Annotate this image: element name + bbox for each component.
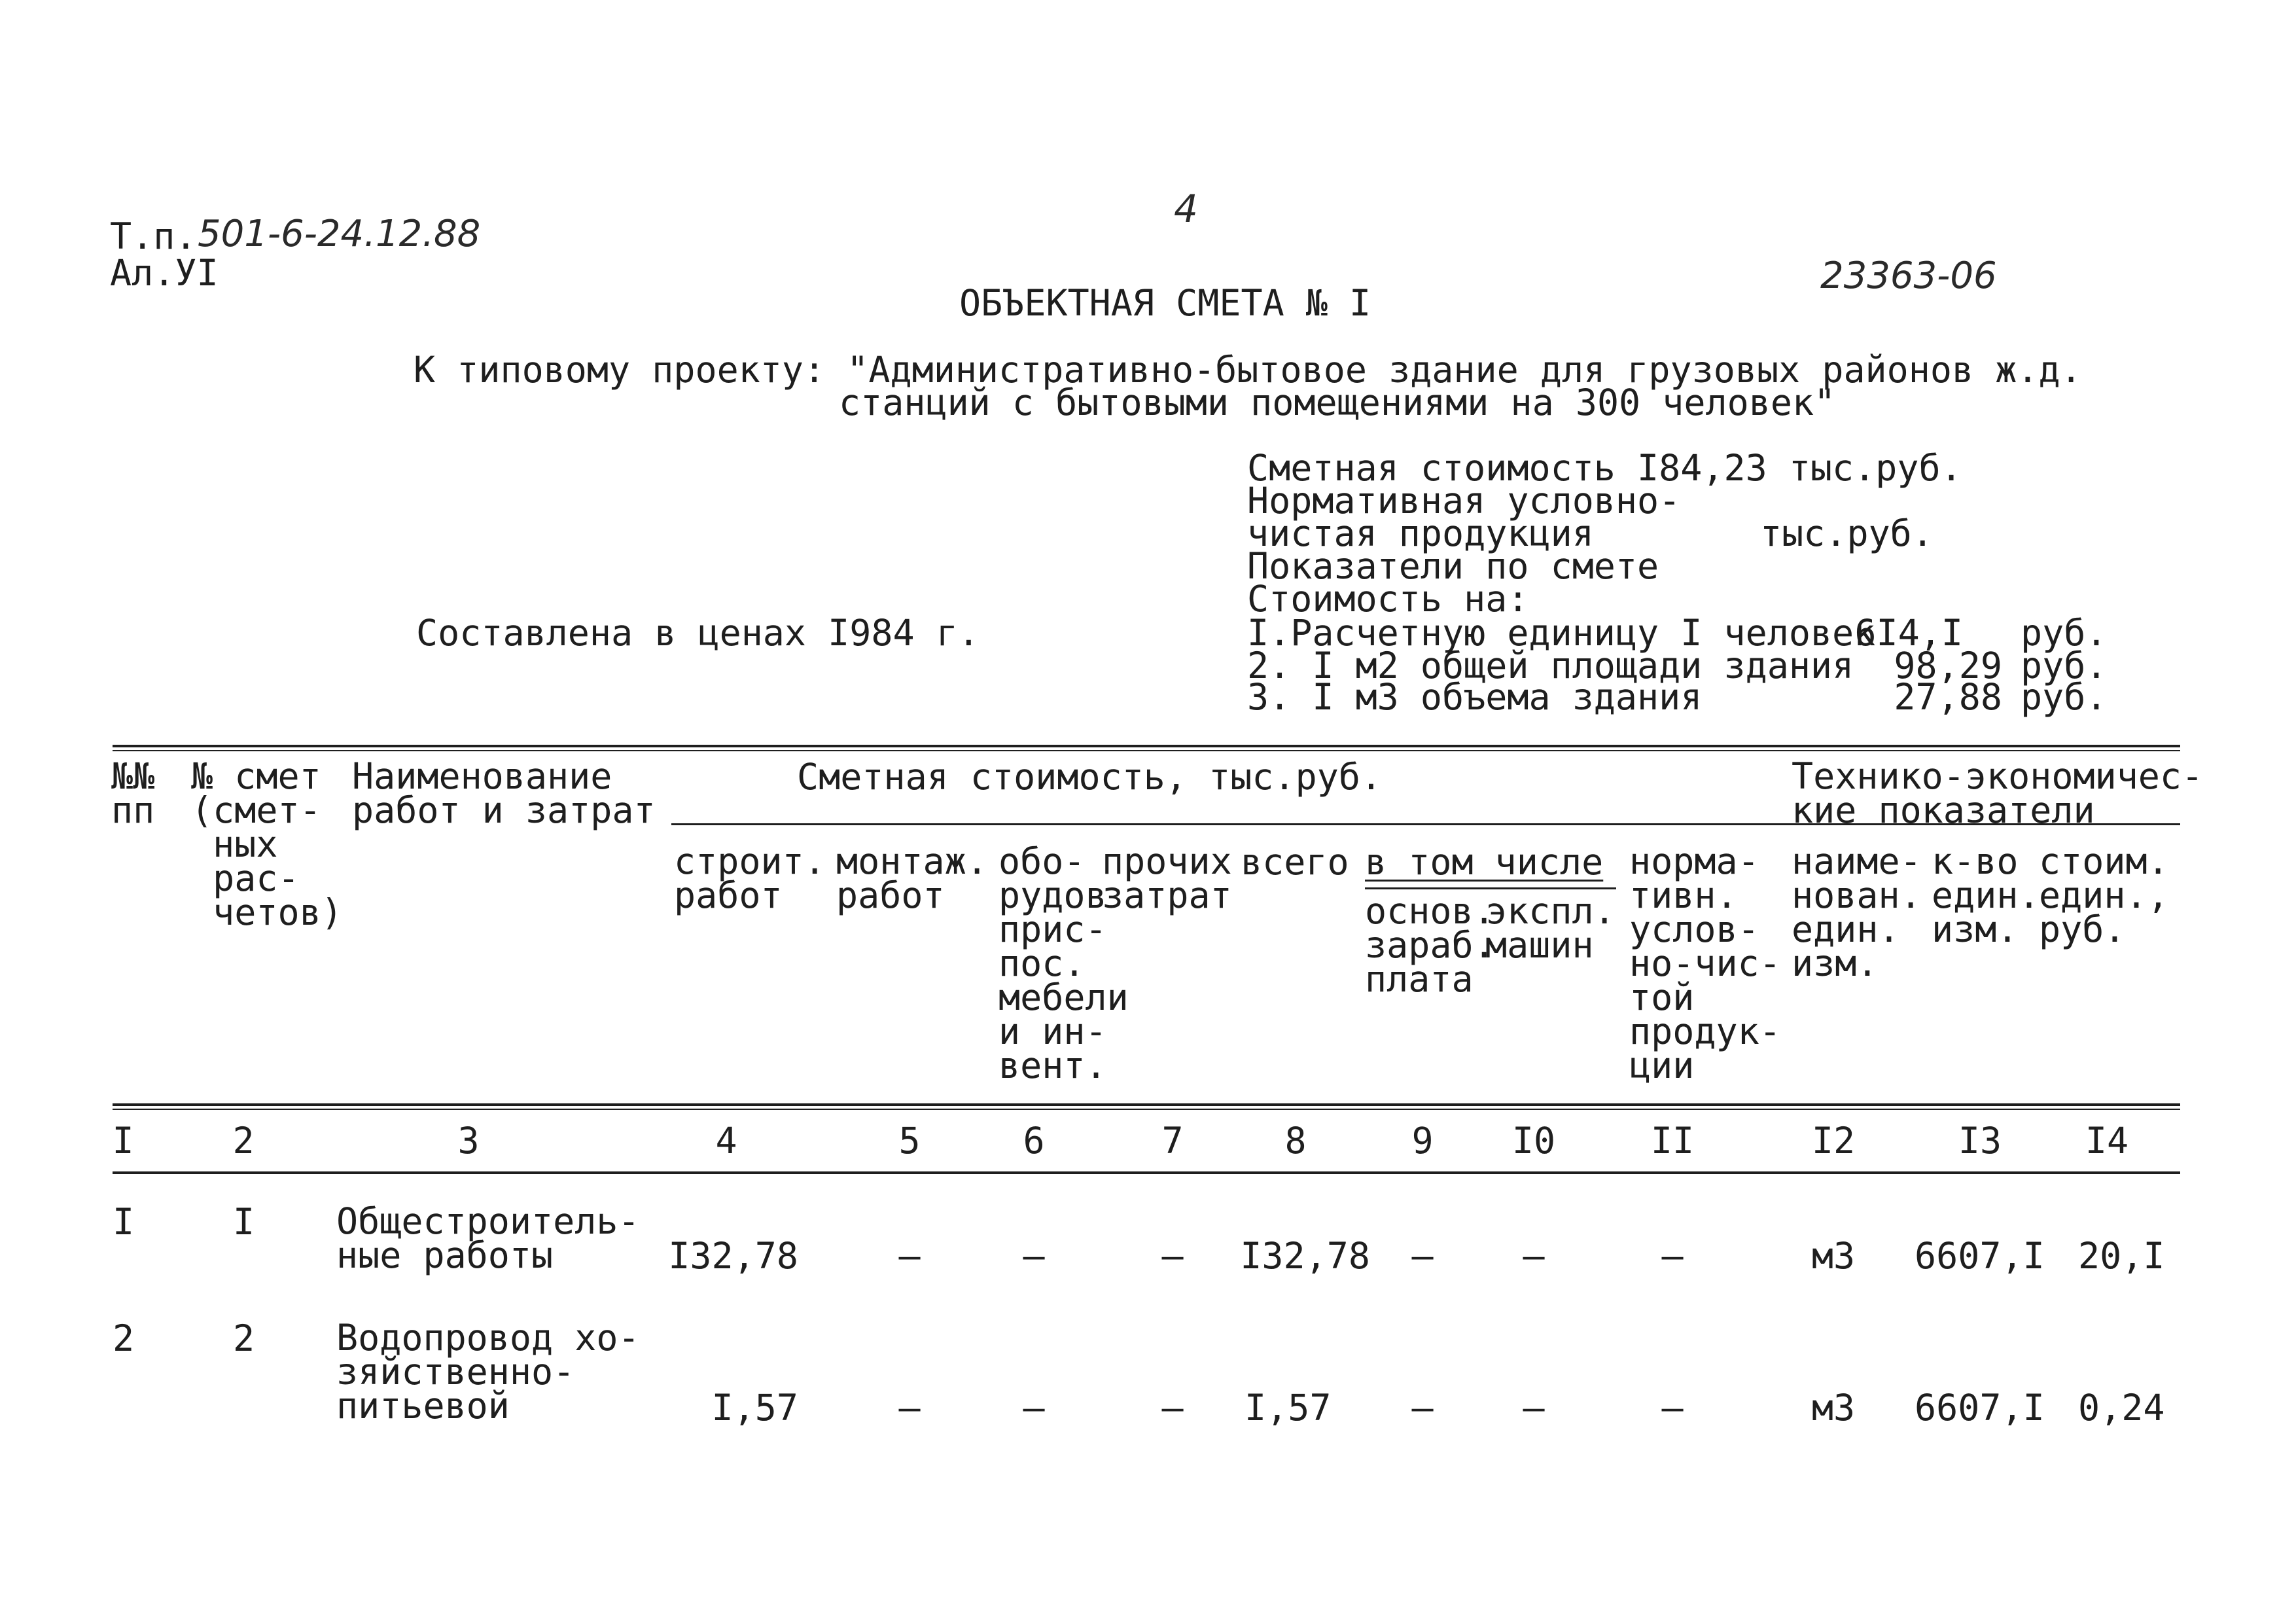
base-wages: – — [1411, 1387, 1434, 1429]
header-tech-indicators-group: Технико-экономичес- кие показатели — [1792, 755, 2204, 831]
construction-cost: I32,78 — [668, 1235, 798, 1277]
equipment-cost: – — [1023, 1235, 1045, 1277]
column-number: 4 — [715, 1120, 737, 1162]
header-unit-name: наиме- нован. един. изм. — [1792, 840, 1922, 984]
column-number: 3 — [457, 1120, 480, 1162]
header-machine-operation: экспл. машин — [1485, 890, 1616, 966]
project-line-1: К типовому проекту: "Административно-бытовое здание для грузовых районов ж.д. — [414, 349, 2082, 391]
header-including: в том числе — [1365, 841, 1604, 883]
column-numbers-rule — [113, 1171, 2180, 1174]
document-code: 23363-06 — [1820, 255, 1997, 297]
header-row-number: №№ пп — [111, 755, 155, 831]
column-number: I2 — [1811, 1120, 1856, 1162]
base-wages: – — [1411, 1235, 1434, 1277]
table-top-rule — [113, 745, 2180, 747]
installation-cost: – — [898, 1235, 921, 1277]
column-number: I4 — [2085, 1120, 2129, 1162]
prices-year: Составлена в ценах I984 г. — [416, 612, 980, 654]
page-number: 4 — [1174, 187, 1198, 231]
header-bottom-rule — [113, 1103, 2180, 1106]
work-name: Общестроитель- ные работы — [336, 1200, 640, 1276]
unit-name: м3 — [1811, 1387, 1856, 1429]
header-normative-output: норма- тивн. услов- но-чис- той продук- ции — [1629, 840, 1781, 1086]
other-cost: – — [1161, 1235, 1184, 1277]
indicator-unit: руб. — [2021, 676, 2108, 718]
header-construction-works: строит. работ — [674, 840, 826, 916]
total-cost: I,57 — [1245, 1387, 1332, 1429]
column-number: 5 — [898, 1120, 921, 1162]
column-number: 9 — [1411, 1120, 1434, 1162]
header-other-costs: прочих затрат — [1102, 840, 1232, 916]
standard-project-number: 501-6-24.12.88 — [198, 213, 481, 255]
normative-output: – — [1661, 1387, 1684, 1429]
column-number: 6 — [1023, 1120, 1045, 1162]
installation-cost: – — [898, 1387, 921, 1429]
construction-cost: I,57 — [711, 1387, 798, 1429]
indicator-unit: руб. — [2021, 612, 2108, 654]
unit-cost: 0,24 — [2078, 1387, 2165, 1429]
header-bottom-rule-thin — [113, 1109, 2180, 1110]
column-number: I — [112, 1120, 134, 1162]
normative-output-unit: тыс.руб. — [1760, 512, 1934, 554]
unit-quantity: 6607,I — [1915, 1235, 2045, 1277]
header-unit-cost: стоим. един., руб. — [2039, 840, 2169, 950]
table-top-rule-thin — [113, 750, 2180, 751]
indicator-value: 6I4,I — [1854, 612, 1963, 654]
cost-on-heading: Стоимость на: — [1247, 578, 1529, 620]
estimate-number: I — [233, 1201, 255, 1243]
indicators-heading: Показатели по смете — [1247, 545, 1659, 587]
work-name: Водопровод хо- зяйственно- питьевой — [336, 1317, 640, 1427]
normative-output: – — [1661, 1235, 1684, 1277]
header-estimate-number: № смет (смет- ных рас- четов) — [191, 755, 343, 933]
project-line-2: станций с бытовыми помещениями на 300 человек" — [839, 382, 1836, 423]
total-cost: I32,78 — [1240, 1235, 1370, 1277]
estimated-cost: Сметная стоимость I84,23 тыс.руб. — [1247, 447, 1962, 489]
machine-operation: – — [1523, 1235, 1545, 1277]
normative-output-line-1: Нормативная условно- — [1247, 480, 1681, 522]
indicator-unit: руб. — [2021, 645, 2108, 687]
row-number: I — [113, 1201, 135, 1243]
column-number: II — [1650, 1120, 1695, 1162]
header-total: всего — [1241, 841, 1349, 883]
indicator-label: 3. I м3 объема здания — [1247, 676, 1703, 718]
indicator-value: 98,29 — [1894, 645, 2002, 687]
column-number: I0 — [1511, 1120, 1556, 1162]
subgroup-divider-rule — [1365, 887, 1616, 889]
unit-name: м3 — [1811, 1235, 1856, 1277]
page-title: ОБЪЕКТНАЯ СМЕТА № I — [959, 282, 1371, 324]
machine-operation: – — [1523, 1387, 1545, 1429]
header-installation-works: монтаж. работ — [836, 840, 988, 916]
album-label: Ал.УI — [110, 252, 219, 294]
row-number: 2 — [113, 1317, 135, 1359]
column-number: 2 — [232, 1120, 255, 1162]
indicator-value: 27,88 — [1894, 676, 2002, 718]
header-equipment: обо- рудов прис- пос. мебели и ин- вент. — [998, 840, 1129, 1086]
header-unit-quantity: к-во един. изм. — [1932, 840, 2040, 950]
column-number: 8 — [1284, 1120, 1307, 1162]
column-number: I3 — [1958, 1120, 2002, 1162]
indicator-label: 2. I м2 общей площади здания — [1247, 645, 1854, 687]
normative-output-line-2: чистая продукция — [1247, 512, 1594, 554]
unit-quantity: 6607,I — [1915, 1387, 2045, 1429]
column-number: 7 — [1161, 1120, 1184, 1162]
indicator-label: I.Расчетную единицу I человек — [1247, 612, 1876, 654]
header-work-name: Наименование работ и затрат — [352, 755, 656, 831]
standard-project-label: Т.п. — [110, 215, 197, 257]
header-estimated-cost-group: Сметная стоимость, тыс.руб. — [797, 756, 1383, 798]
estimate-number: 2 — [233, 1317, 255, 1359]
other-cost: – — [1161, 1387, 1184, 1429]
unit-cost: 20,I — [2078, 1235, 2165, 1277]
equipment-cost: – — [1023, 1387, 1045, 1429]
header-base-wages: основ. зараб. плата — [1365, 890, 1495, 1000]
